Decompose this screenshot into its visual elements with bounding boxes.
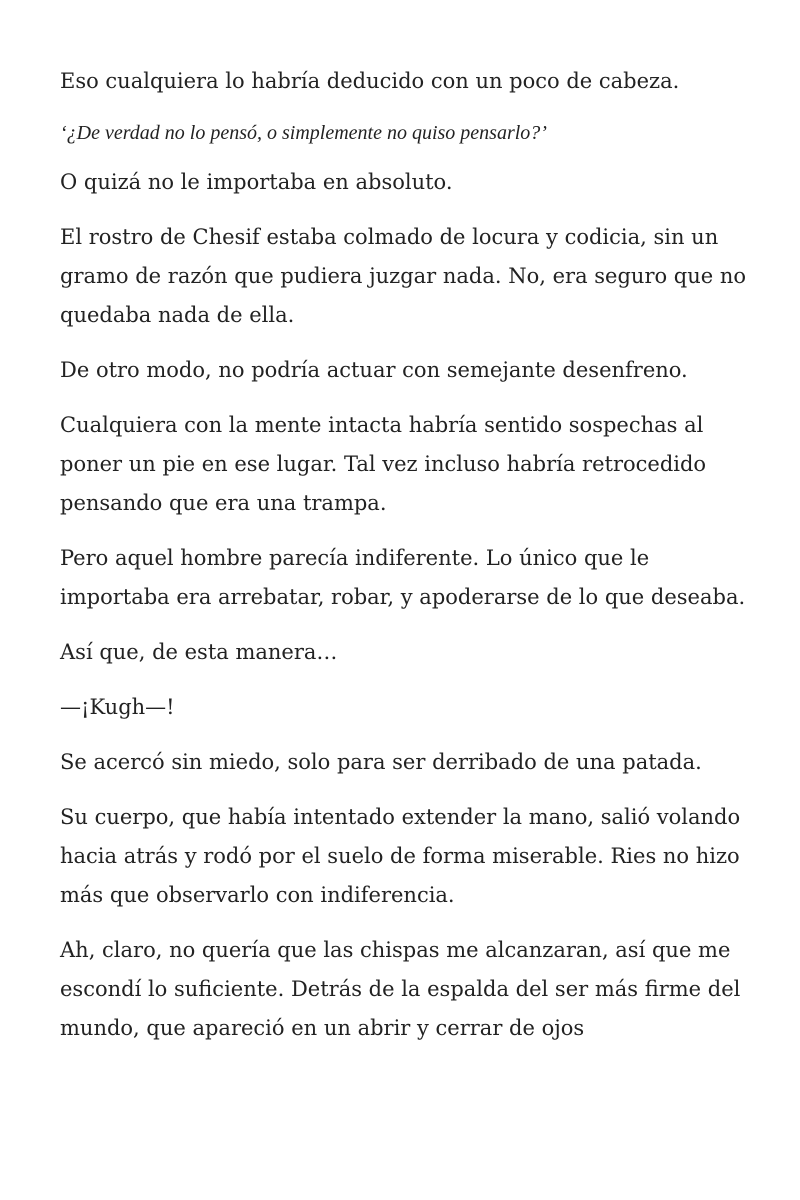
paragraph: El rostro de Chesif estaba colmado de locura y codicia, sin un gramo de razón que pudiera juzgar nada. No, era seguro que no quedaba nada de ella. <box>60 225 747 327</box>
reading-page <box>60 62 750 1064</box>
paragraph: Su cuerpo, que había intentado extender la mano, salió volando hacia atrás y rodó por el suelo de forma miserable. Ries no hizo más que observarlo con indiferencia. <box>60 805 741 907</box>
inner-thought-paragraph: ‘¿De verdad no lo pensó, o simplemente no quiso pensarlo?’ <box>60 122 547 144</box>
dialogue-paragraph: —¡Kugh—! <box>60 695 175 719</box>
paragraph: Eso cualquiera lo habría deducido con un poco de cabeza. <box>60 69 680 93</box>
paragraph: Cualquiera con la mente intacta habría sentido sospechas al poner un pie en ese lugar. Tal vez incluso habría retrocedido pensando que era una trampa. <box>60 413 707 515</box>
paragraph: Se acercó sin miedo, solo para ser derribado de una patada. <box>60 750 702 774</box>
paragraph: Pero aquel hombre parecía indiferente. Lo único que le importaba era arrebatar, robar, y apoderarse de lo que deseaba. <box>60 546 746 609</box>
paragraph: Así que, de esta manera… <box>60 640 338 664</box>
paragraph: Ah, claro, no quería que las chispas me alcanzaran, así que me escondí lo suficiente. Detrás de la espalda del ser más firme del mundo, que apareció en un abrir y cerrar de ojos <box>60 938 741 1040</box>
paragraph: O quizá no le importaba en absoluto. <box>60 170 453 194</box>
paragraph: De otro modo, no podría actuar con semejante desenfreno. <box>60 358 688 382</box>
